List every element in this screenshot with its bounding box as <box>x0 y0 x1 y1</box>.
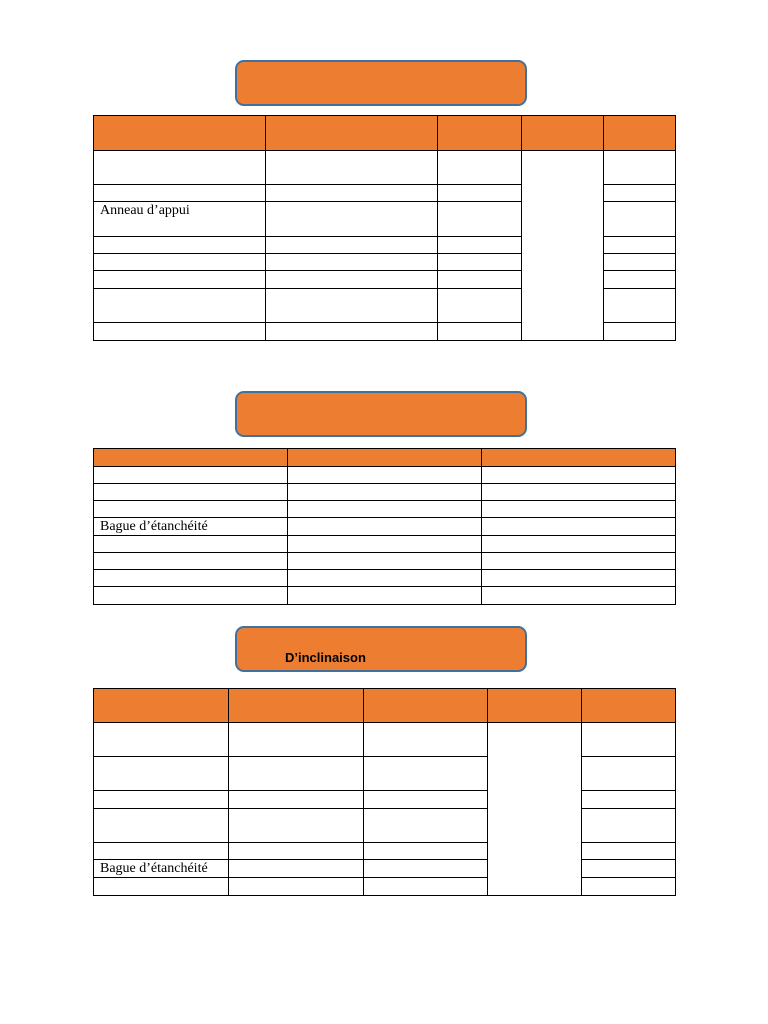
table-cell <box>94 878 229 896</box>
table-cell: Bague d’étanchéité <box>94 518 288 536</box>
table-row <box>94 467 676 484</box>
table-cell <box>604 289 676 323</box>
section3-table <box>93 688 676 896</box>
table-cell <box>288 484 482 501</box>
table-cell <box>229 757 364 791</box>
table-cell <box>266 289 438 323</box>
table-row <box>94 878 676 896</box>
table-cell <box>94 587 288 605</box>
table-cell <box>482 587 676 605</box>
section3-title-box <box>235 626 527 672</box>
table-cell <box>364 843 488 860</box>
table-row <box>94 757 676 791</box>
table-cell <box>604 237 676 254</box>
column-header <box>364 689 488 723</box>
table-cell <box>288 553 482 570</box>
table-cell <box>604 151 676 185</box>
table-cell <box>364 860 488 878</box>
table-cell <box>229 809 364 843</box>
table-cell <box>94 757 229 791</box>
table-row <box>94 791 676 809</box>
table-cell <box>604 254 676 271</box>
table-cell: Bague d’étanchéité <box>94 860 229 878</box>
table-cell <box>94 501 288 518</box>
column-header <box>288 449 482 467</box>
table-cell <box>94 809 229 843</box>
table-cell <box>288 587 482 605</box>
table-cell <box>604 323 676 341</box>
table-cell <box>438 202 522 237</box>
table-cell <box>266 185 438 202</box>
table-cell <box>364 809 488 843</box>
table-cell <box>288 518 482 536</box>
column-header <box>488 689 582 723</box>
table-cell <box>364 878 488 896</box>
table-cell <box>229 843 364 860</box>
table-cell <box>94 289 266 323</box>
table-cell <box>94 723 229 757</box>
table-row <box>94 518 676 536</box>
table-cell <box>582 878 676 896</box>
table-cell <box>438 254 522 271</box>
table-cell <box>266 151 438 185</box>
section1-title-box <box>235 60 527 106</box>
table-cell: Anneau d’appui <box>94 202 266 237</box>
table-cell <box>266 202 438 237</box>
table-cell <box>582 809 676 843</box>
table-header-row <box>94 449 676 467</box>
table-header-row <box>94 689 676 723</box>
table-cell <box>438 289 522 323</box>
table-cell <box>364 791 488 809</box>
table-cell <box>482 536 676 553</box>
table-merged-cell <box>522 151 604 341</box>
column-header <box>582 689 676 723</box>
table-cell <box>229 791 364 809</box>
table-cell <box>582 723 676 757</box>
table-cell <box>582 791 676 809</box>
table-cell <box>94 791 229 809</box>
table-cell <box>266 237 438 254</box>
column-header <box>229 689 364 723</box>
table-cell <box>438 323 522 341</box>
table-cell <box>94 323 266 341</box>
table-row <box>94 809 676 843</box>
table-cell <box>288 536 482 553</box>
table-cell <box>229 878 364 896</box>
table-row <box>94 151 676 185</box>
table-row <box>94 553 676 570</box>
table-cell <box>94 185 266 202</box>
table-row <box>94 484 676 501</box>
table-cell <box>288 467 482 484</box>
table-cell <box>94 484 288 501</box>
table-cell <box>364 757 488 791</box>
section1-table <box>93 115 676 341</box>
table-cell <box>94 254 266 271</box>
table-cell <box>438 185 522 202</box>
table-cell <box>482 553 676 570</box>
table-cell <box>266 254 438 271</box>
section2-title-box <box>235 391 527 437</box>
table-cell <box>482 501 676 518</box>
table-merged-cell <box>488 723 582 896</box>
section2-table <box>93 448 676 605</box>
table-cell <box>482 570 676 587</box>
table-row <box>94 843 676 860</box>
table-cell <box>604 202 676 237</box>
table-cell <box>94 843 229 860</box>
table-cell <box>482 518 676 536</box>
column-header <box>266 116 438 151</box>
table-cell <box>94 536 288 553</box>
table-cell <box>288 570 482 587</box>
table-row <box>94 587 676 605</box>
table-cell <box>604 271 676 289</box>
table-cell <box>482 467 676 484</box>
table-cell <box>266 323 438 341</box>
column-header <box>522 116 604 151</box>
table-cell <box>229 723 364 757</box>
table-row <box>94 501 676 518</box>
column-header <box>438 116 522 151</box>
table-cell <box>582 860 676 878</box>
column-header <box>482 449 676 467</box>
table-cell <box>94 237 266 254</box>
table-row <box>94 723 676 757</box>
table-cell <box>438 237 522 254</box>
table-row <box>94 570 676 587</box>
table-cell <box>364 723 488 757</box>
table-cell <box>582 843 676 860</box>
table-cell <box>582 757 676 791</box>
table-cell <box>288 501 482 518</box>
column-header <box>94 449 288 467</box>
table-row <box>94 860 676 878</box>
table-cell <box>604 185 676 202</box>
table-cell <box>229 860 364 878</box>
table-cell <box>94 151 266 185</box>
table-cell <box>482 484 676 501</box>
column-header <box>94 116 266 151</box>
table-cell <box>438 271 522 289</box>
table-cell <box>438 151 522 185</box>
column-header <box>94 689 229 723</box>
table-header-row <box>94 116 676 151</box>
table-row <box>94 536 676 553</box>
table-cell <box>94 553 288 570</box>
section3-title: D’inclinaison <box>285 650 366 665</box>
table-cell <box>266 271 438 289</box>
table-cell <box>94 570 288 587</box>
column-header <box>604 116 676 151</box>
table-cell <box>94 467 288 484</box>
table-cell <box>94 271 266 289</box>
